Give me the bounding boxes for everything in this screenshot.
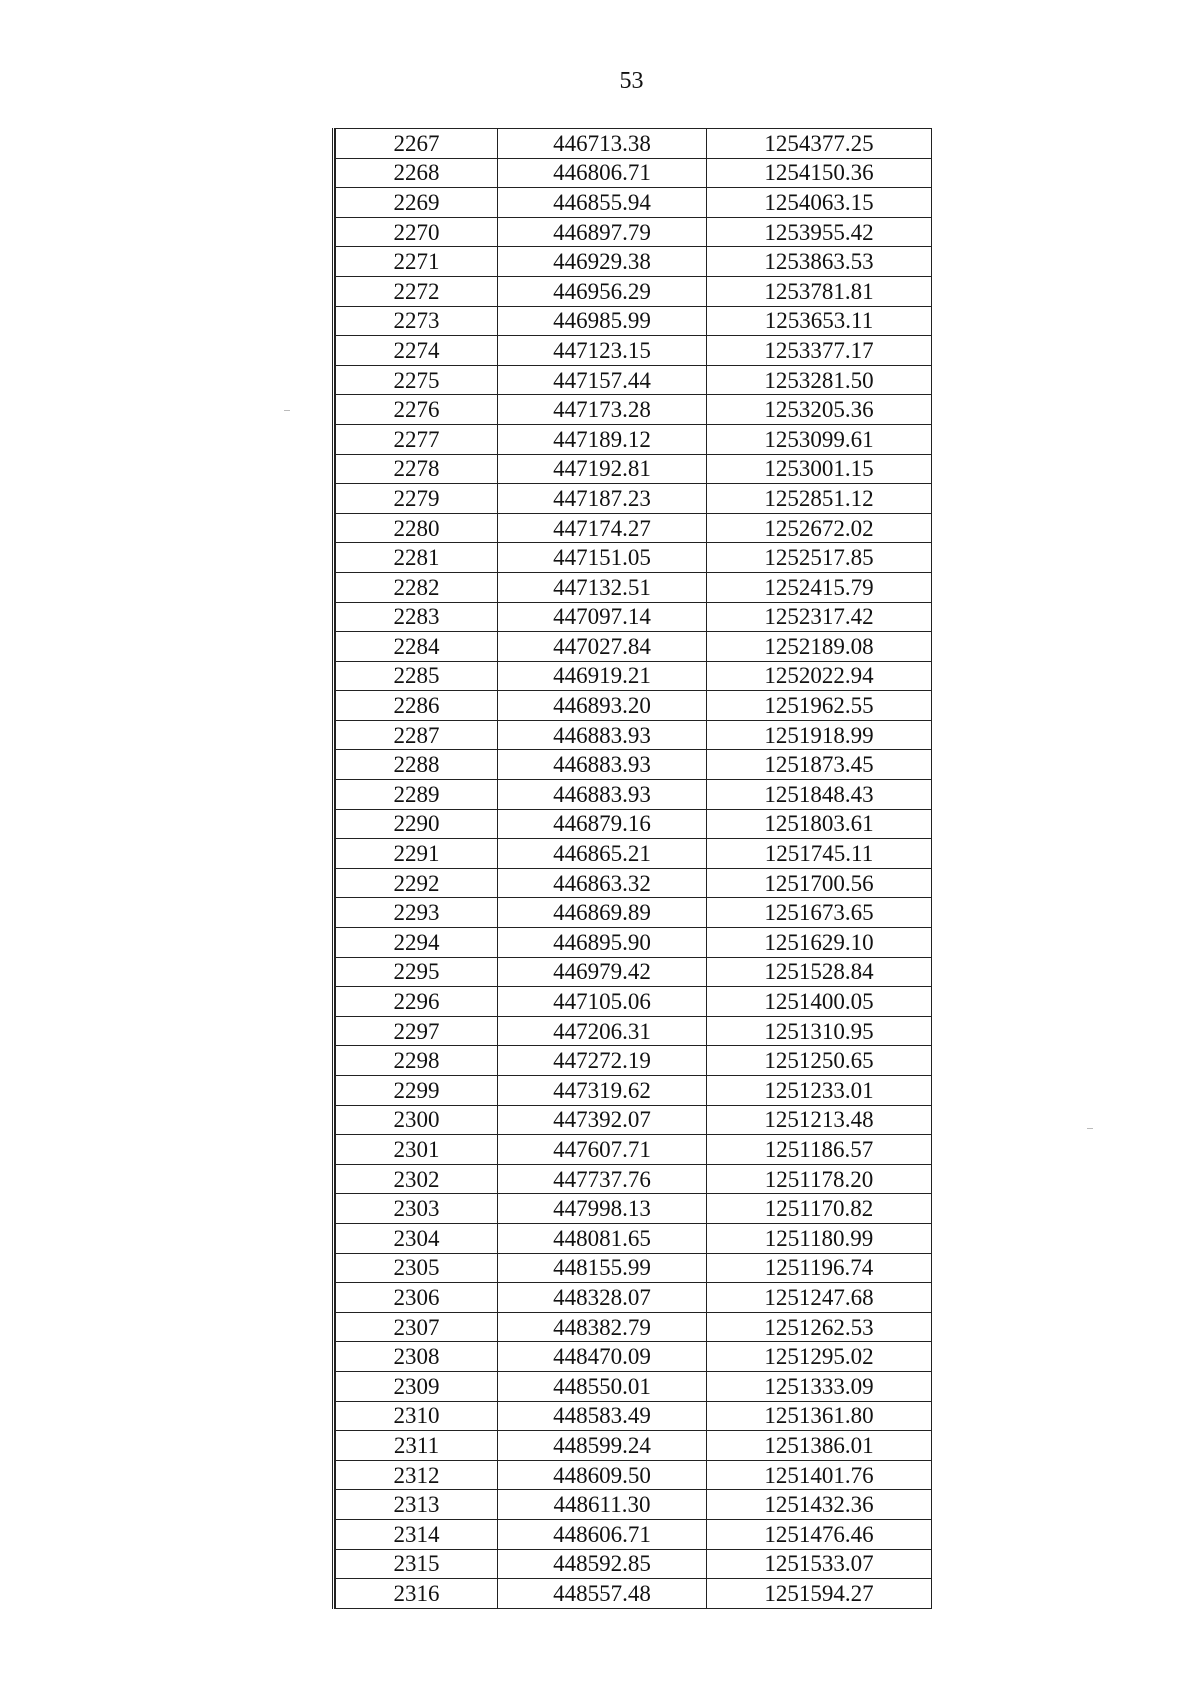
table-row: [336, 1431, 932, 1461]
y-coordinate-cell: 1251333.09: [707, 1371, 932, 1401]
y-coordinate-cell: 1253653.11: [707, 306, 932, 336]
point-number-cell: 2286: [336, 691, 498, 721]
x-coordinate-cell: 447998.13: [498, 1194, 707, 1224]
y-coordinate-cell: 1253205.36: [707, 395, 932, 425]
table-row: [336, 1490, 932, 1520]
y-coordinate-cell: 1251476.46: [707, 1519, 932, 1549]
point-number-cell: 2308: [336, 1342, 498, 1372]
table-row: [336, 158, 932, 188]
table-row: [336, 454, 932, 484]
point-number-cell: 2289: [336, 780, 498, 810]
table-row: [336, 217, 932, 247]
table-row: [336, 365, 932, 395]
point-number-cell: 2297: [336, 1016, 498, 1046]
table-row: [336, 306, 932, 336]
x-coordinate-cell: 448592.85: [498, 1549, 707, 1579]
point-number-cell: 2280: [336, 513, 498, 543]
x-coordinate-cell: 446985.99: [498, 306, 707, 336]
point-number-cell: 2285: [336, 661, 498, 691]
table-row: [336, 1135, 932, 1165]
table-row: [336, 1312, 932, 1342]
point-number-cell: 2294: [336, 928, 498, 958]
y-coordinate-cell: 1253863.53: [707, 247, 932, 277]
x-coordinate-cell: 448583.49: [498, 1401, 707, 1431]
coordinates-table-frame: [332, 128, 931, 1609]
x-coordinate-cell: 448328.07: [498, 1283, 707, 1313]
point-number-cell: 2283: [336, 602, 498, 632]
y-coordinate-cell: 1251432.36: [707, 1490, 932, 1520]
y-coordinate-cell: 1252022.94: [707, 661, 932, 691]
table-row: [336, 572, 932, 602]
table-row: [336, 750, 932, 780]
x-coordinate-cell: 446929.38: [498, 247, 707, 277]
point-number-cell: 2273: [336, 306, 498, 336]
table-row: [336, 632, 932, 662]
table-row: [336, 484, 932, 514]
x-coordinate-cell: 446869.89: [498, 898, 707, 928]
table-row: [336, 691, 932, 721]
point-number-cell: 2310: [336, 1401, 498, 1431]
x-coordinate-cell: 446883.93: [498, 720, 707, 750]
y-coordinate-cell: 1251233.01: [707, 1076, 932, 1106]
point-number-cell: 2282: [336, 572, 498, 602]
y-coordinate-cell: 1251400.05: [707, 987, 932, 1017]
point-number-cell: 2269: [336, 188, 498, 218]
table-row: [336, 1194, 932, 1224]
table-row: [336, 1076, 932, 1106]
table-row: [336, 720, 932, 750]
point-number-cell: 2296: [336, 987, 498, 1017]
y-coordinate-cell: 1252672.02: [707, 513, 932, 543]
table-row: [336, 1164, 932, 1194]
y-coordinate-cell: 1251401.76: [707, 1460, 932, 1490]
table-row: [336, 1342, 932, 1372]
scan-speck: [1087, 1128, 1093, 1129]
table-row: [336, 543, 932, 573]
x-coordinate-cell: 447392.07: [498, 1105, 707, 1135]
table-row: [336, 129, 932, 159]
y-coordinate-cell: 1252317.42: [707, 602, 932, 632]
y-coordinate-cell: 1251250.65: [707, 1046, 932, 1076]
y-coordinate-cell: 1253001.15: [707, 454, 932, 484]
x-coordinate-cell: 447097.14: [498, 602, 707, 632]
table-row: [336, 1401, 932, 1431]
point-number-cell: 2303: [336, 1194, 498, 1224]
point-number-cell: 2312: [336, 1460, 498, 1490]
point-number-cell: 2275: [336, 365, 498, 395]
point-number-cell: 2271: [336, 247, 498, 277]
y-coordinate-cell: 1251170.82: [707, 1194, 932, 1224]
table-row: [336, 247, 932, 277]
x-coordinate-cell: 446979.42: [498, 957, 707, 987]
point-number-cell: 2302: [336, 1164, 498, 1194]
point-number-cell: 2279: [336, 484, 498, 514]
x-coordinate-cell: 446883.93: [498, 750, 707, 780]
coordinates-table: [335, 128, 932, 1609]
table-row: [336, 336, 932, 366]
point-number-cell: 2270: [336, 217, 498, 247]
point-number-cell: 2291: [336, 839, 498, 869]
x-coordinate-cell: 446897.79: [498, 217, 707, 247]
point-number-cell: 2314: [336, 1519, 498, 1549]
table-row: [336, 188, 932, 218]
y-coordinate-cell: 1251873.45: [707, 750, 932, 780]
x-coordinate-cell: 447319.62: [498, 1076, 707, 1106]
x-coordinate-cell: 446863.32: [498, 868, 707, 898]
x-coordinate-cell: 446806.71: [498, 158, 707, 188]
y-coordinate-cell: 1251178.20: [707, 1164, 932, 1194]
x-coordinate-cell: 448611.30: [498, 1490, 707, 1520]
y-coordinate-cell: 1251386.01: [707, 1431, 932, 1461]
point-number-cell: 2300: [336, 1105, 498, 1135]
point-number-cell: 2287: [336, 720, 498, 750]
point-number-cell: 2306: [336, 1283, 498, 1313]
point-number-cell: 2268: [336, 158, 498, 188]
table-row: [336, 1046, 932, 1076]
table-row: [336, 839, 932, 869]
y-coordinate-cell: 1251745.11: [707, 839, 932, 869]
y-coordinate-cell: 1251594.27: [707, 1579, 932, 1609]
table-row: [336, 602, 932, 632]
y-coordinate-cell: 1251186.57: [707, 1135, 932, 1165]
table-row: [336, 1549, 932, 1579]
point-number-cell: 2292: [336, 868, 498, 898]
x-coordinate-cell: 446956.29: [498, 276, 707, 306]
table-row: [336, 1283, 932, 1313]
scan-speck: [284, 410, 290, 411]
x-coordinate-cell: 447027.84: [498, 632, 707, 662]
y-coordinate-cell: 1252415.79: [707, 572, 932, 602]
point-number-cell: 2301: [336, 1135, 498, 1165]
y-coordinate-cell: 1251629.10: [707, 928, 932, 958]
point-number-cell: 2316: [336, 1579, 498, 1609]
table-row: [336, 928, 932, 958]
y-coordinate-cell: 1254377.25: [707, 129, 932, 159]
x-coordinate-cell: 448382.79: [498, 1312, 707, 1342]
table-row: [336, 1016, 932, 1046]
x-coordinate-cell: 446865.21: [498, 839, 707, 869]
y-coordinate-cell: 1251262.53: [707, 1312, 932, 1342]
x-coordinate-cell: 446883.93: [498, 780, 707, 810]
y-coordinate-cell: 1253281.50: [707, 365, 932, 395]
y-coordinate-cell: 1252851.12: [707, 484, 932, 514]
y-coordinate-cell: 1251295.02: [707, 1342, 932, 1372]
point-number-cell: 2284: [336, 632, 498, 662]
table-row: [336, 1223, 932, 1253]
y-coordinate-cell: 1251528.84: [707, 957, 932, 987]
x-coordinate-cell: 447189.12: [498, 424, 707, 454]
point-number-cell: 2298: [336, 1046, 498, 1076]
point-number-cell: 2309: [336, 1371, 498, 1401]
x-coordinate-cell: 448155.99: [498, 1253, 707, 1283]
point-number-cell: 2299: [336, 1076, 498, 1106]
table-row: [336, 780, 932, 810]
x-coordinate-cell: 446879.16: [498, 809, 707, 839]
x-coordinate-cell: 447206.31: [498, 1016, 707, 1046]
page-number: 53: [619, 68, 644, 94]
y-coordinate-cell: 1251700.56: [707, 868, 932, 898]
x-coordinate-cell: 447174.27: [498, 513, 707, 543]
x-coordinate-cell: 448557.48: [498, 1579, 707, 1609]
x-coordinate-cell: 447151.05: [498, 543, 707, 573]
x-coordinate-cell: 447192.81: [498, 454, 707, 484]
table-row: [336, 809, 932, 839]
table-row: [336, 898, 932, 928]
point-number-cell: 2304: [336, 1223, 498, 1253]
y-coordinate-cell: 1252189.08: [707, 632, 932, 662]
x-coordinate-cell: 447123.15: [498, 336, 707, 366]
point-number-cell: 2295: [336, 957, 498, 987]
y-coordinate-cell: 1251673.65: [707, 898, 932, 928]
x-coordinate-cell: 446895.90: [498, 928, 707, 958]
point-number-cell: 2272: [336, 276, 498, 306]
x-coordinate-cell: 447607.71: [498, 1135, 707, 1165]
point-number-cell: 2315: [336, 1549, 498, 1579]
y-coordinate-cell: 1253377.17: [707, 336, 932, 366]
point-number-cell: 2278: [336, 454, 498, 484]
x-coordinate-cell: 447187.23: [498, 484, 707, 514]
point-number-cell: 2267: [336, 129, 498, 159]
point-number-cell: 2305: [336, 1253, 498, 1283]
x-coordinate-cell: 447105.06: [498, 987, 707, 1017]
point-number-cell: 2307: [336, 1312, 498, 1342]
point-number-cell: 2313: [336, 1490, 498, 1520]
y-coordinate-cell: 1251918.99: [707, 720, 932, 750]
y-coordinate-cell: 1251533.07: [707, 1549, 932, 1579]
point-number-cell: 2281: [336, 543, 498, 573]
y-coordinate-cell: 1254063.15: [707, 188, 932, 218]
y-coordinate-cell: 1252517.85: [707, 543, 932, 573]
point-number-cell: 2276: [336, 395, 498, 425]
y-coordinate-cell: 1253099.61: [707, 424, 932, 454]
table-row: [336, 957, 932, 987]
y-coordinate-cell: 1251361.80: [707, 1401, 932, 1431]
y-coordinate-cell: 1253781.81: [707, 276, 932, 306]
y-coordinate-cell: 1251848.43: [707, 780, 932, 810]
y-coordinate-cell: 1254150.36: [707, 158, 932, 188]
x-coordinate-cell: 446893.20: [498, 691, 707, 721]
x-coordinate-cell: 447173.28: [498, 395, 707, 425]
point-number-cell: 2274: [336, 336, 498, 366]
x-coordinate-cell: 448609.50: [498, 1460, 707, 1490]
point-number-cell: 2290: [336, 809, 498, 839]
point-number-cell: 2311: [336, 1431, 498, 1461]
table-row: [336, 1519, 932, 1549]
y-coordinate-cell: 1251213.48: [707, 1105, 932, 1135]
point-number-cell: 2277: [336, 424, 498, 454]
x-coordinate-cell: 448599.24: [498, 1431, 707, 1461]
y-coordinate-cell: 1251180.99: [707, 1223, 932, 1253]
table-row: [336, 395, 932, 425]
table-row: [336, 276, 932, 306]
x-coordinate-cell: 448550.01: [498, 1371, 707, 1401]
coordinates-table-body: [336, 129, 932, 1609]
x-coordinate-cell: 448081.65: [498, 1223, 707, 1253]
x-coordinate-cell: 447737.76: [498, 1164, 707, 1194]
y-coordinate-cell: 1251803.61: [707, 809, 932, 839]
x-coordinate-cell: 446713.38: [498, 129, 707, 159]
point-number-cell: 2288: [336, 750, 498, 780]
y-coordinate-cell: 1253955.42: [707, 217, 932, 247]
y-coordinate-cell: 1251247.68: [707, 1283, 932, 1313]
table-row: [336, 987, 932, 1017]
table-row: [336, 868, 932, 898]
table-row: [336, 1105, 932, 1135]
point-number-cell: 2293: [336, 898, 498, 928]
x-coordinate-cell: 448606.71: [498, 1519, 707, 1549]
x-coordinate-cell: 446919.21: [498, 661, 707, 691]
table-row: [336, 1460, 932, 1490]
y-coordinate-cell: 1251196.74: [707, 1253, 932, 1283]
y-coordinate-cell: 1251310.95: [707, 1016, 932, 1046]
x-coordinate-cell: 447157.44: [498, 365, 707, 395]
y-coordinate-cell: 1251962.55: [707, 691, 932, 721]
table-row: [336, 513, 932, 543]
x-coordinate-cell: 446855.94: [498, 188, 707, 218]
table-row: [336, 1579, 932, 1609]
table-row: [336, 1253, 932, 1283]
table-row: [336, 1371, 932, 1401]
x-coordinate-cell: 447272.19: [498, 1046, 707, 1076]
table-row: [336, 661, 932, 691]
table-row: [336, 424, 932, 454]
x-coordinate-cell: 447132.51: [498, 572, 707, 602]
x-coordinate-cell: 448470.09: [498, 1342, 707, 1372]
